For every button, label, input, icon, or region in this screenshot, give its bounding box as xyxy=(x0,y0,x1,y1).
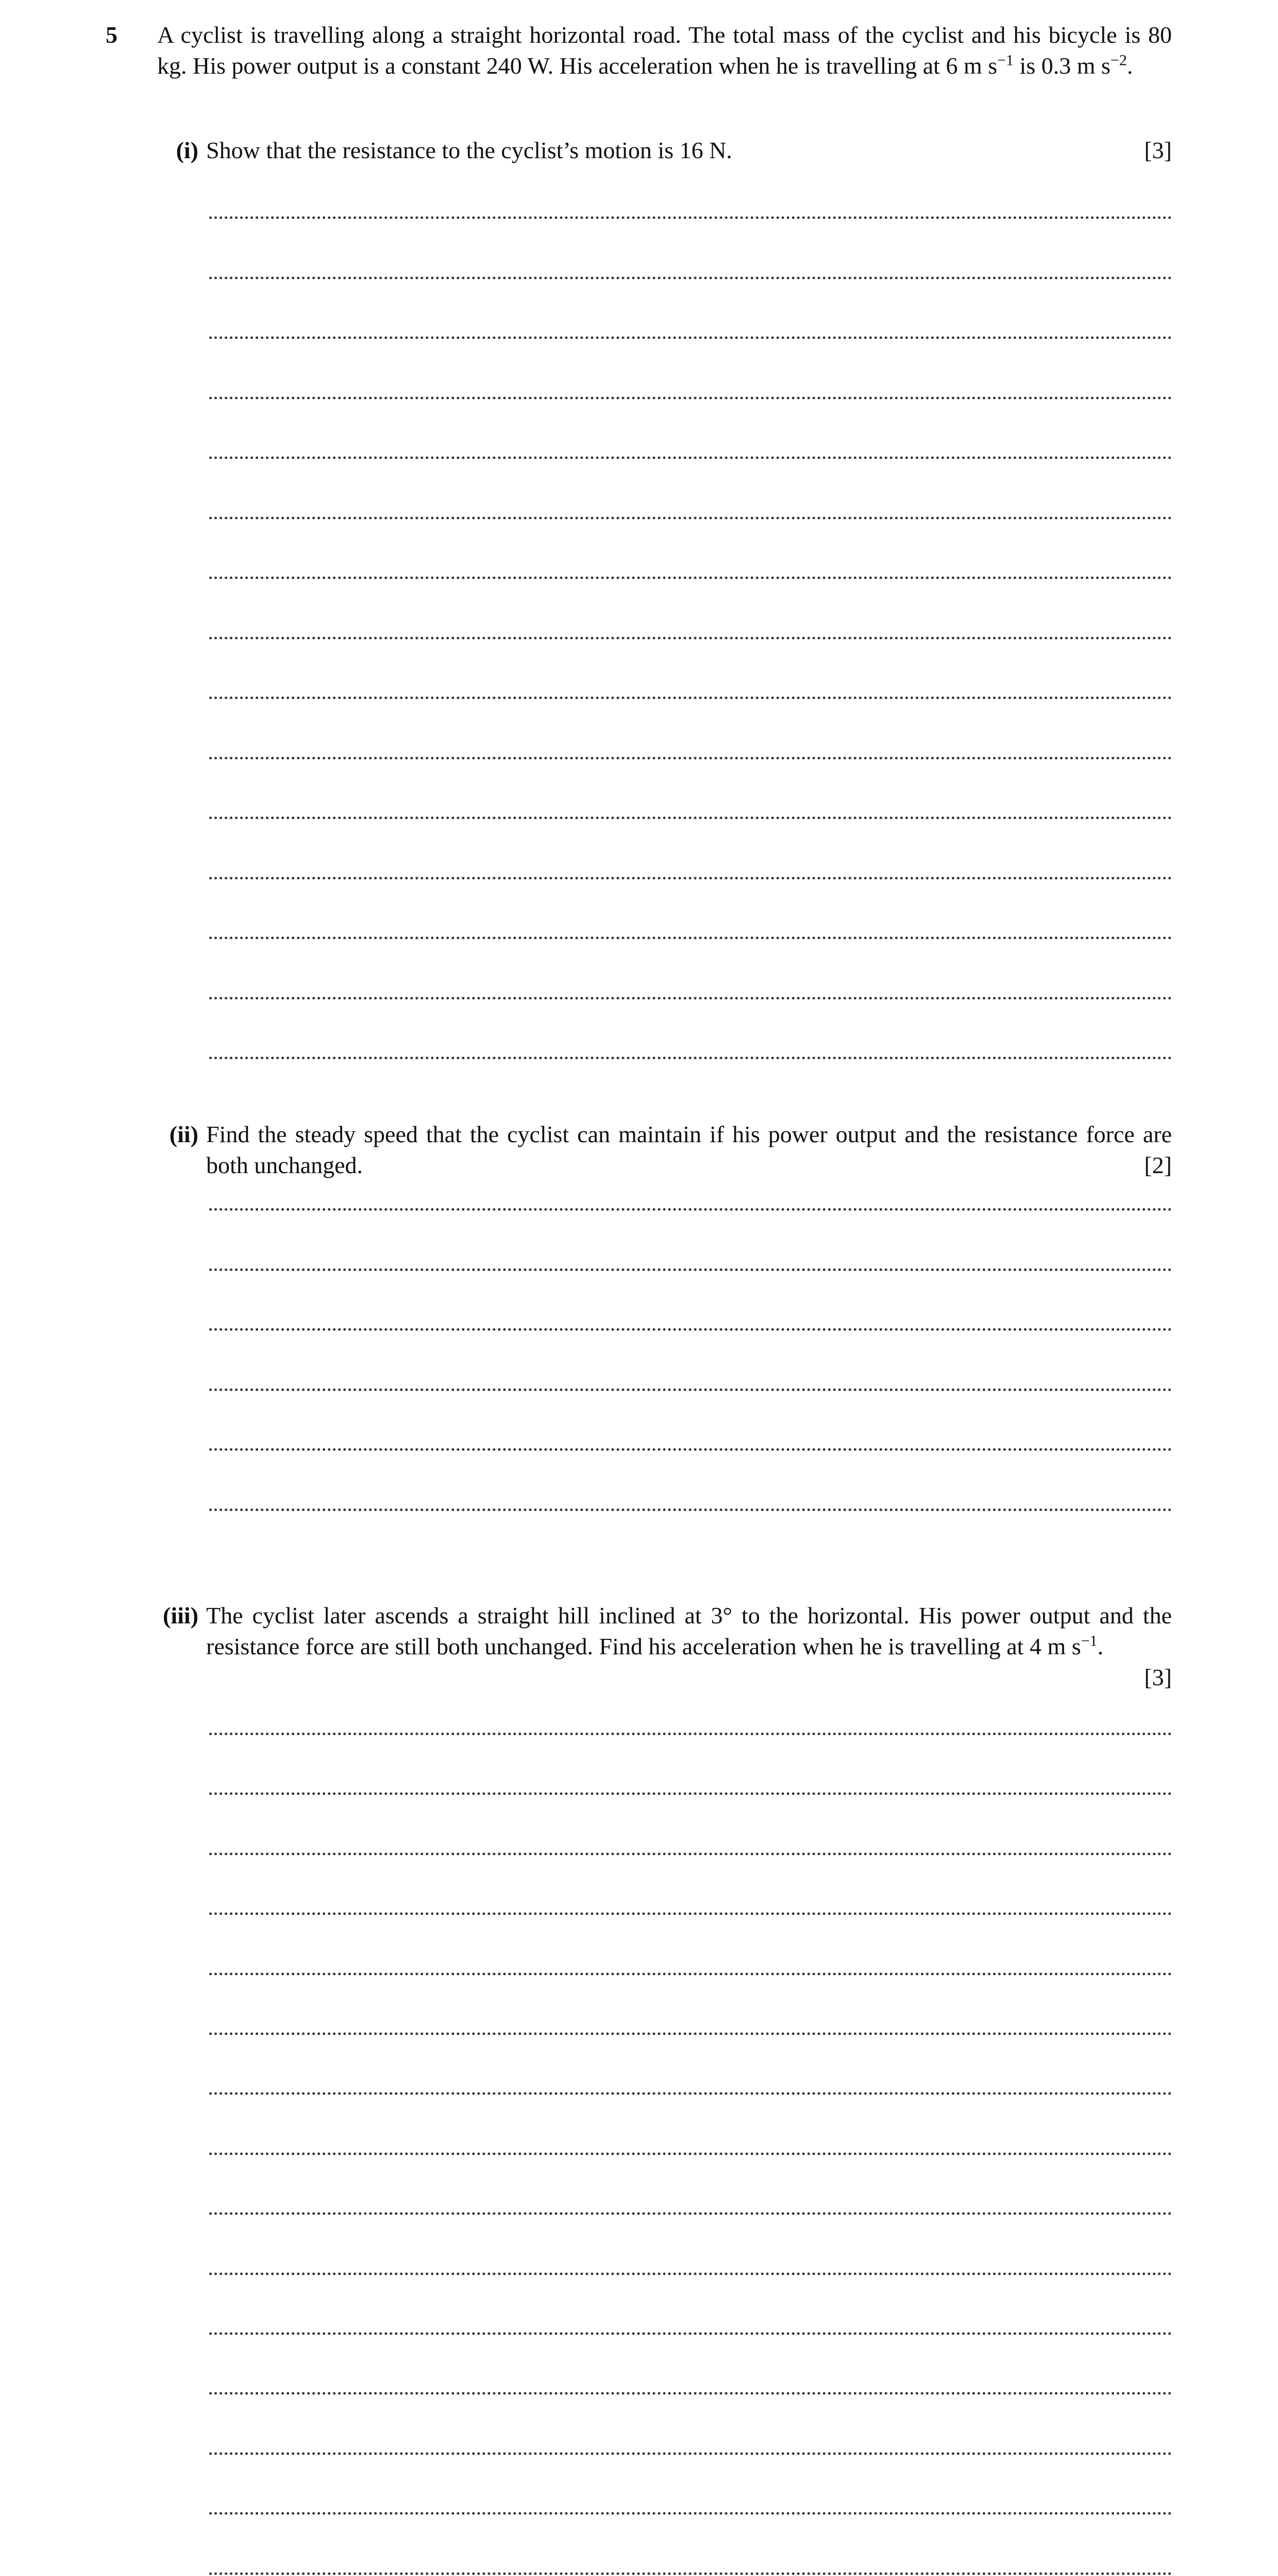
answer-line[interactable] xyxy=(209,456,1172,459)
stem-exponent-1: −1 xyxy=(997,52,1014,69)
answer-line[interactable] xyxy=(209,997,1172,999)
answer-line[interactable] xyxy=(209,877,1172,879)
stem-text-1: A cyclist is travelling along a straight horizontal road. The total mass of the cyclist and his bicycle is 80 kg. His power output is a constant 240 W. His acceleration when he is travelling at 6 m s xyxy=(157,22,1172,79)
answer-line[interactable] xyxy=(209,216,1172,219)
answer-line[interactable] xyxy=(209,637,1172,639)
answer-line[interactable] xyxy=(209,1057,1172,1059)
part-i-label: (i) xyxy=(176,137,198,163)
part-iii-text-end: . xyxy=(1097,1633,1104,1659)
part-iii-marks: [3] xyxy=(1144,1664,1172,1690)
answer-line[interactable] xyxy=(209,277,1172,279)
answer-line[interactable] xyxy=(209,1973,1172,1975)
part-ii-text: Find the steady speed that the cyclist can maintain if his power output and the resistance force are both unchanged. xyxy=(206,1121,1172,1178)
answer-line[interactable] xyxy=(209,2452,1172,2455)
stem-text-2: is 0.3 m s xyxy=(1014,53,1111,79)
part-iii-text xyxy=(206,1600,1172,1662)
answer-line[interactable] xyxy=(209,757,1172,759)
answer-line[interactable] xyxy=(209,697,1172,699)
answer-line[interactable] xyxy=(209,1448,1172,1451)
question-stem xyxy=(157,20,1172,81)
answer-line[interactable] xyxy=(209,336,1172,339)
answer-line[interactable] xyxy=(209,2512,1172,2515)
answer-line[interactable] xyxy=(209,1733,1172,1735)
answer-line[interactable] xyxy=(209,2392,1172,2395)
answer-line[interactable] xyxy=(209,2572,1172,2575)
answer-line[interactable] xyxy=(209,1509,1172,1511)
answer-line[interactable] xyxy=(209,1268,1172,1271)
part-ii-marks: [2] xyxy=(1144,1152,1172,1178)
part-i-text: Show that the resistance to the cyclist’s motion is 16 N. xyxy=(206,137,732,163)
part-ii-answer-area[interactable] xyxy=(209,1208,1172,1511)
part-i-marks: [3] xyxy=(1144,137,1172,163)
answer-line[interactable] xyxy=(209,2332,1172,2335)
part-iii-exponent: −1 xyxy=(1081,1632,1098,1650)
stem-exponent-2: −2 xyxy=(1110,52,1127,69)
answer-line[interactable] xyxy=(209,2273,1172,2275)
answer-line[interactable] xyxy=(209,2212,1172,2215)
answer-line[interactable] xyxy=(209,397,1172,399)
part-ii-label: (ii) xyxy=(169,1121,198,1147)
answer-line[interactable] xyxy=(209,1792,1172,1795)
part-iii-label: (iii) xyxy=(163,1602,198,1629)
answer-line[interactable] xyxy=(209,2153,1172,2155)
answer-line[interactable] xyxy=(209,817,1172,819)
answer-line[interactable] xyxy=(209,1208,1172,1211)
answer-line[interactable] xyxy=(209,937,1172,939)
answer-line[interactable] xyxy=(209,577,1172,579)
answer-line[interactable] xyxy=(209,1328,1172,1331)
question-number: 5 xyxy=(106,22,117,48)
part-iii-answer-area[interactable] xyxy=(209,1733,1172,2576)
answer-line[interactable] xyxy=(209,2092,1172,2095)
answer-line[interactable] xyxy=(209,1912,1172,1915)
answer-line[interactable] xyxy=(209,1853,1172,1855)
part-i-answer-area[interactable] xyxy=(209,216,1172,1059)
answer-line[interactable] xyxy=(209,1388,1172,1391)
answer-line[interactable] xyxy=(209,517,1172,519)
answer-line[interactable] xyxy=(209,2032,1172,2035)
stem-text-3: . xyxy=(1126,53,1133,79)
part-iii-text-main: The cyclist later ascends a straight hill inclined at 3° to the horizontal. His power output and the resistance force are still both unchanged. Find his acceleration when he is travelling at 4 m s xyxy=(206,1602,1172,1659)
